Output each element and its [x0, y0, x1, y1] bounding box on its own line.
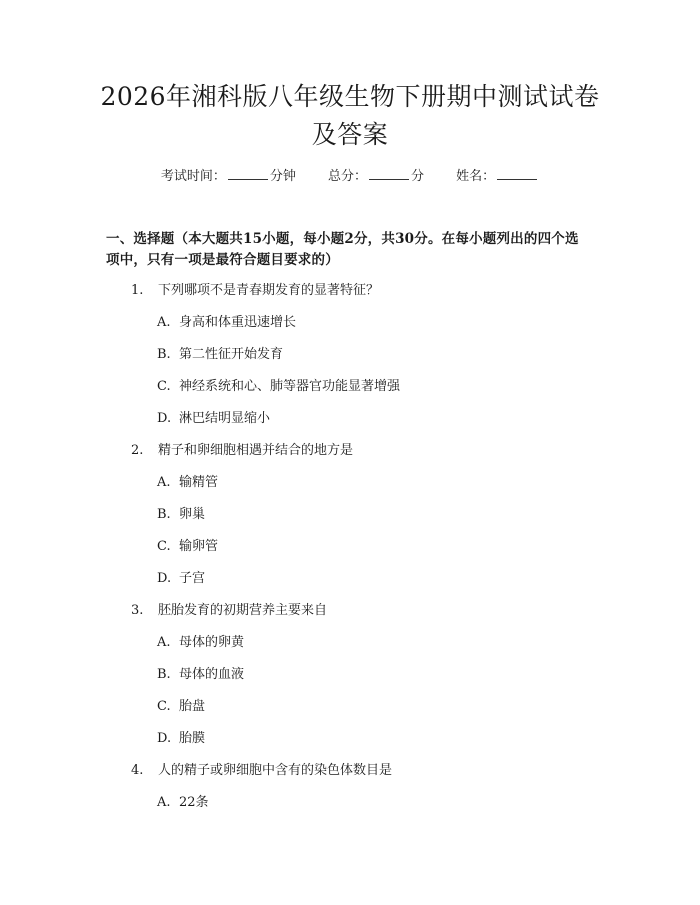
- question-3: [131, 601, 327, 621]
- section-heading-line-2: 项中，只有一项是最符合题目要求的）: [106, 252, 339, 268]
- time-blank: [228, 167, 268, 180]
- title-line-1: 2026年湘科版八年级生物下册期中测试试卷: [100, 82, 600, 111]
- option-letter: A.: [157, 795, 171, 810]
- option-text: 卵巢: [179, 507, 206, 522]
- question-number: 4.: [131, 763, 144, 778]
- question-text: 人的精子或卵细胞中含有的染色体数目是: [158, 763, 393, 778]
- question-2-option-c: [157, 537, 218, 557]
- option-letter: C.: [157, 379, 171, 394]
- option-text: 第二性征开始发育: [179, 347, 284, 362]
- section-heading: [106, 229, 606, 271]
- question-number: 1.: [131, 283, 144, 298]
- score-blank: [369, 167, 409, 180]
- question-text: 精子和卵细胞相遇并结合的地方是: [158, 443, 354, 458]
- question-text: 下列哪项不是青春期发育的显著特征？: [158, 283, 380, 298]
- option-letter: B.: [157, 507, 171, 522]
- option-letter: C.: [157, 699, 171, 714]
- exam-name: [456, 167, 539, 187]
- option-text: 淋巴结明显缩小: [179, 411, 271, 426]
- question-2-option-a: [157, 473, 218, 493]
- option-letter: D.: [157, 571, 172, 586]
- exam-meta: [0, 167, 700, 187]
- option-text: 胎盘: [179, 699, 206, 714]
- time-unit: 分钟: [269, 169, 296, 184]
- option-text: 输精管: [179, 475, 219, 490]
- question-3-option-a: [157, 633, 244, 653]
- question-1-option-c: [157, 377, 400, 397]
- option-letter: B.: [157, 347, 171, 362]
- option-letter: B.: [157, 667, 171, 682]
- score-unit: 分: [411, 169, 425, 184]
- option-text: 母体的血液: [179, 667, 245, 682]
- option-text: 输卵管: [179, 539, 219, 554]
- question-1: [131, 281, 379, 301]
- question-text: 胚胎发育的初期营养主要来自: [158, 603, 328, 618]
- question-2-option-b: [157, 505, 205, 525]
- question-4: [131, 761, 392, 781]
- option-letter: A.: [157, 315, 171, 330]
- option-text: 胎膜: [179, 731, 206, 746]
- option-letter: A.: [157, 475, 171, 490]
- option-letter: C.: [157, 539, 171, 554]
- question-2: [131, 441, 353, 461]
- question-3-option-d: [157, 729, 205, 749]
- option-letter: D.: [157, 411, 172, 426]
- question-3-option-b: [157, 665, 244, 685]
- question-1-option-d: [157, 409, 270, 429]
- question-2-option-d: [157, 569, 205, 589]
- option-text: 身高和体重迅速增长: [179, 315, 297, 330]
- exam-score: [328, 167, 424, 187]
- time-label: 考试时间：: [160, 169, 226, 184]
- option-text: 神经系统和心、肺等器官功能显著增强: [179, 379, 401, 394]
- question-number: 3.: [131, 603, 144, 618]
- question-3-option-c: [157, 697, 205, 717]
- name-label: 姓名：: [456, 169, 496, 184]
- exam-time: [161, 167, 296, 187]
- section-heading-line-1: 一、选择题（本大题共15小题，每小题2分，共30分。在每小题列出的四个选: [106, 231, 579, 247]
- question-number: 2.: [131, 443, 144, 458]
- option-text: 22条: [179, 795, 209, 810]
- question-4-option-a: [157, 793, 209, 813]
- title-line-2: 及答案: [311, 120, 389, 149]
- option-text: 母体的卵黄: [179, 635, 245, 650]
- option-letter: D.: [157, 731, 172, 746]
- question-1-option-b: [157, 345, 283, 365]
- option-text: 子宫: [179, 571, 206, 586]
- question-1-option-a: [157, 313, 296, 333]
- option-letter: A.: [157, 635, 171, 650]
- page-title: [60, 78, 640, 154]
- score-label: 总分：: [327, 169, 367, 184]
- name-blank: [497, 167, 537, 180]
